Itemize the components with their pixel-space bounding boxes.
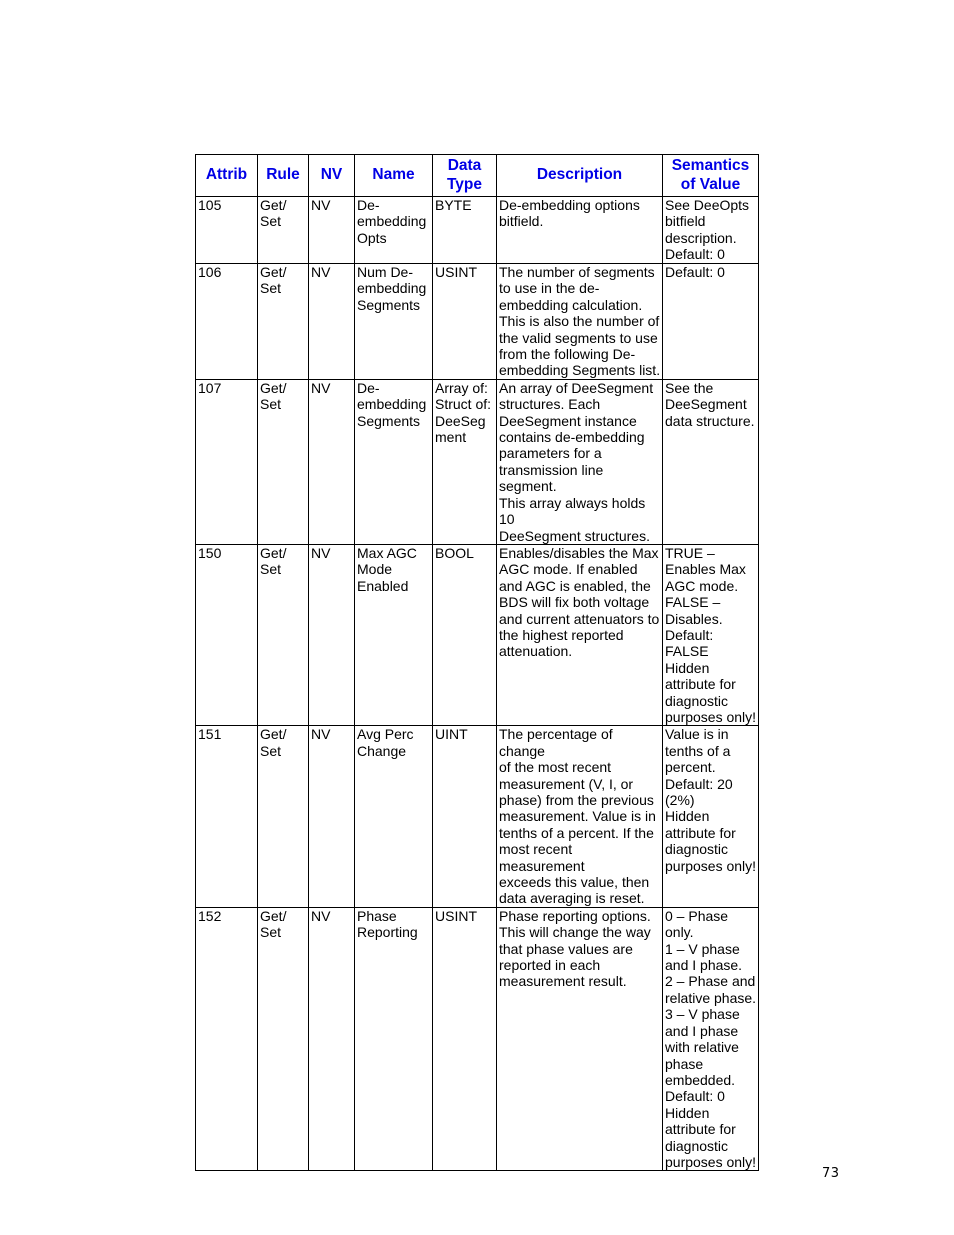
cell-semantics: See DeeOpts bitfield description. Default: 0: [663, 197, 759, 264]
cell-nv: NV: [309, 197, 355, 264]
table-row: [196, 264, 759, 380]
cell-description: The number of segments to use in the de- embedding calculation. This is also the number of the valid segments to use from the following De- embedding Segments list.: [497, 264, 663, 380]
cell-description: Phase reporting options. This will change the way that phase values are reported in each measurement result.: [497, 907, 663, 1171]
cell-rule: Get/ Set: [258, 379, 309, 544]
page-number: 73: [822, 1166, 840, 1181]
cell-nv: NV: [309, 726, 355, 907]
cell-semantics: Default: 0: [663, 264, 759, 380]
cell-description: The percentage of change of the most recent measurement (V, I, or phase) from the previous measurement. Value is in tenths of a percent. If the most recent measurement exceeds this value, then data averaging is reset.: [497, 726, 663, 907]
cell-attrib: 105: [196, 197, 258, 264]
cell-semantics: See the DeeSegment data structure.: [663, 379, 759, 544]
header-nv: NV: [309, 155, 355, 197]
cell-name: Phase Reporting: [355, 907, 433, 1171]
cell-data-type: USINT: [433, 264, 497, 380]
cell-rule: Get/ Set: [258, 197, 309, 264]
cell-nv: NV: [309, 264, 355, 380]
cell-description: An array of DeeSegment structures. Each DeeSegment instance contains de-embedding parameters for a transmission line segment. This array always holds 10 DeeSegment structures.: [497, 379, 663, 544]
table-row: [196, 197, 759, 264]
table-row: [196, 907, 759, 1171]
cell-data-type: BOOL: [433, 544, 497, 725]
cell-name: De- embedding Opts: [355, 197, 433, 264]
cell-rule: Get/ Set: [258, 907, 309, 1171]
cell-name: Num De- embedding Segments: [355, 264, 433, 380]
header-data-type: Data Type: [433, 155, 497, 197]
header-semantics: Semantics of Value: [663, 155, 759, 197]
cell-data-type: Array of: Struct of: DeeSeg ment: [433, 379, 497, 544]
cell-rule: Get/ Set: [258, 264, 309, 380]
cell-attrib: 152: [196, 907, 258, 1171]
cell-description: De-embedding options bitfield.: [497, 197, 663, 264]
cell-name: De- embedding Segments: [355, 379, 433, 544]
cell-semantics: 0 – Phase only. 1 – V phase and I phase. 2 – Phase and relative phase. 3 – V phase and I phase with relative phase embedded. Default: 0 Hidden attribute for diagnostic purposes only!: [663, 907, 759, 1171]
cell-nv: NV: [309, 907, 355, 1171]
header-name: Name: [355, 155, 433, 197]
table-row: [196, 544, 759, 725]
cell-description: Enables/disables the Max AGC mode. If enabled and AGC is enabled, the BDS will fix both voltage and current attenuators to the highest reported attenuation.: [497, 544, 663, 725]
cell-name: Max AGC Mode Enabled: [355, 544, 433, 725]
cell-attrib: 107: [196, 379, 258, 544]
cell-attrib: 150: [196, 544, 258, 725]
cell-data-type: UINT: [433, 726, 497, 907]
cell-attrib: 151: [196, 726, 258, 907]
cell-rule: Get/ Set: [258, 544, 309, 725]
table-row: [196, 726, 759, 907]
table-row: [196, 379, 759, 544]
cell-data-type: BYTE: [433, 197, 497, 264]
cell-attrib: 106: [196, 264, 258, 380]
table-header-row: [196, 155, 759, 197]
header-attrib: Attrib: [196, 155, 258, 197]
cell-semantics: Value is in tenths of a percent. Default: 20 (2%) Hidden attribute for diagnostic purposes only!: [663, 726, 759, 907]
cell-nv: NV: [309, 379, 355, 544]
header-description: Description: [497, 155, 663, 197]
cell-nv: NV: [309, 544, 355, 725]
cell-data-type: USINT: [433, 907, 497, 1171]
attribute-table: [195, 154, 759, 1171]
cell-semantics: TRUE – Enables Max AGC mode. FALSE – Disables. Default: FALSE Hidden attribute for diagnostic purposes only!: [663, 544, 759, 725]
cell-name: Avg Perc Change: [355, 726, 433, 907]
cell-rule: Get/ Set: [258, 726, 309, 907]
header-rule: Rule: [258, 155, 309, 197]
